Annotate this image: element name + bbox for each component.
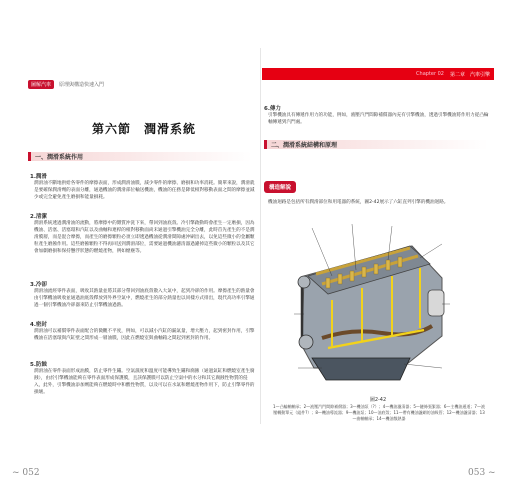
tilde-ornament-icon: ~ — [485, 468, 496, 478]
subsection-bar-structure — [264, 140, 488, 149]
item-title-force-transfer: 6.傳力 — [264, 106, 281, 112]
item-text-sealing: 潤滑油可以補償零件表面配合的微觀不平度，例如，可以減小汽缸的漏氣量，增大壓力，起到密封作用，引擎機油在活塞環與汽缸壁之間形成一層油膜，因此在燃燒室與曲軸箱之間起到密封的作用。 — [34, 329, 255, 341]
right-running-header — [262, 68, 494, 80]
chapter-title: 第二章 汽車引擎 — [449, 71, 490, 78]
engine-lubrication-figure — [292, 218, 452, 388]
item-title-cooling: 3.冷卻 — [30, 282, 47, 288]
book-series-tag: 圖解汽車 — [28, 80, 54, 89]
figure-legend: 1—凸輪軸軸承；2—液壓汽門間隙補償器；3—機油泵（?）；4—機油濾清器；5—鏈條張緊器；6—主機油通道；7—液壓轉動單元（組件?）；8—機油導流器；9—機油泵；10—油底殼；11—帶有機油濾網的油吸管；12—機油濾清器；13—曲軸軸承；14—機油散熱器 — [273, 404, 485, 421]
subsection-bar-label: 二、潤滑系統結構和原理 — [271, 142, 338, 149]
chapter-label: Chapter 02 — [416, 71, 444, 77]
engine-illustration-icon — [292, 218, 452, 388]
item-text-cleaning: 潤滑系統透過潤滑油的流動，將摩擦中的雜質沖洗下來，帶回到油底殼。冷引擎啟動時會產生一定磨損，因為機油、活塞、活塞環和汽缸以及曲軸和連桿的相對移動面尚未通過引擎機油完全分離，此時首先產生的不是潤滑膜層，而是混合摩擦，而產生的磨擦顆粒必須立即透過機油從潤滑間隙處沖刷出去，以免這些微小的金屬顆粒產生磨蝕作用。這些磨蝕顆粒不得再回送到潤滑部位，需要通過機油濾清器過濾掉這些微小的顆粒以及其它會加劇磨損和保持懸浮狀態的燃燒產物，例如煙塵等。 — [34, 221, 255, 254]
item-title-corrosion: 5.防蝕 — [30, 362, 47, 368]
left-running-header — [28, 80, 104, 89]
figure-caption: 圖2-42 — [369, 397, 387, 403]
item-text-lubrication: 潤滑油不斷地供給各零件的摩擦表面，形成潤滑油膜，減少零件的摩擦、磨損和功率消耗。簡單來說，潤滑就是要確保潤滑劑的表面分離，通過機油的潤滑部位輸送機油，機油的任務是降低相對移動表面之間的摩擦並減少或完全避免產生磨損和能量損耗。 — [34, 181, 255, 200]
item-text-corrosion: 潤滑油在零件表面形成油膜，防止零件生鏽。空氣濕度和溫度可能導致生鏽和腐蝕（通過氣缸和燃燒室產生腐蝕），由於引擎機油能夠在零件表面形成保護膜，且該保護膜可以防止空氣中的水分和其它腐蝕性物質的侵入，此外，引擎機油添加劑能夠在燃燒時中和酸性物質，以及可以在水氣和燃燒產物作用下，防止引擎零件的損壞。 — [34, 369, 255, 395]
item-title-lubrication: 1.潤滑 — [30, 174, 47, 180]
tilde-ornament-icon: ~ — [12, 468, 23, 478]
explanation-pill: 構造解說 — [264, 181, 296, 193]
left-page-number: ~ 052 — [12, 468, 40, 478]
section-title: 第六節 潤滑系統 — [91, 122, 196, 136]
subsection-bar-label: 一、潤滑系統作用 — [35, 154, 84, 161]
right-page — [262, 48, 494, 424]
right-page-number: 053 ~ — [468, 468, 496, 478]
intro-paragraph: 機油迴路是包括所有潤滑部位和用電器的系統，圖2-42展示了六缸直列引擎的機油迴路。 — [268, 200, 449, 205]
item-text-cooling: 潤滑油流經零件表面，吸收其熱量並將其部分帶回到油底殼散入大氣中，起到冷卻的作用。摩擦產生的熱量會由引擎機油吸收並通過油底殼釋放到外界空氣中，燃燒產生的部分熱量也以同樣方式排出，現代高功率引擎通過一個引擎機油冷卻器來防止引擎機油過熱。 — [34, 289, 255, 308]
left-page — [28, 48, 261, 424]
item-title-sealing: 4.密封 — [30, 322, 47, 328]
item-title-cleaning: 2.清潔 — [30, 214, 47, 220]
book-title: 原理與構造快速入門 — [59, 82, 105, 88]
subsection-bar-function — [28, 152, 252, 161]
item-text-force-transfer: 引擎機油具有傳遞作用力的功能，例如，液壓汽門間隙補償器內充有引擎機油，透過引擎機油將作用力從凸輪軸傳遞到汽門處。 — [268, 113, 489, 125]
